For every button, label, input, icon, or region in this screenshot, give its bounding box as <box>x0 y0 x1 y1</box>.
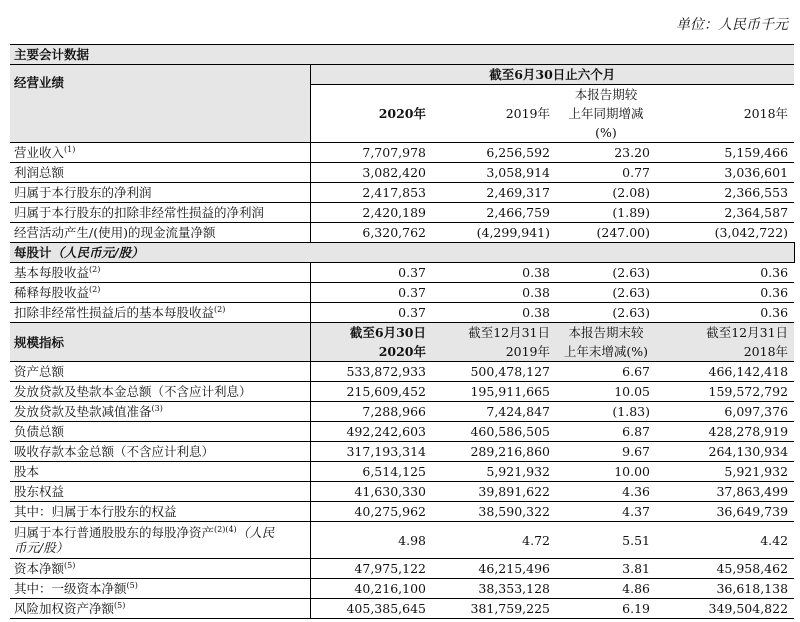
value-cell: 5,159,466 <box>656 143 794 163</box>
scale-row <box>10 442 794 462</box>
scale-row-label <box>10 502 310 522</box>
value-cell: 5.51 <box>556 522 656 559</box>
scale-row-label-text: 其中：归属于本行股东的权益 <box>14 504 177 519</box>
scale-row-label-text: 股本 <box>14 464 40 479</box>
value-cell: 4.36 <box>556 482 656 502</box>
value-cell: 0.37 <box>310 303 432 323</box>
value-cell: 289,216,860 <box>432 442 556 462</box>
value-cell: (4,299,941) <box>432 223 556 243</box>
value-cell: 0.36 <box>656 303 794 323</box>
ops-row-label <box>10 183 310 203</box>
value-cell: 0.77 <box>556 163 656 183</box>
value-cell: (2.08) <box>556 183 656 203</box>
value-cell: 3,082,420 <box>310 163 432 183</box>
footnote-ref: (5) <box>126 580 138 590</box>
col-2018: 2018年 <box>743 106 789 121</box>
scale-row <box>10 362 794 382</box>
ops-title: 经营业绩 <box>10 65 310 143</box>
value-cell: 41,630,330 <box>310 482 432 502</box>
value-cell: 40,275,962 <box>310 502 432 522</box>
scale-row-label-text: 股东权益 <box>14 484 65 499</box>
eps-title: 每股计 <box>14 245 52 260</box>
eps-row <box>10 283 794 303</box>
scale-row <box>10 402 794 422</box>
unit-label: 单位：人民币千元 <box>676 17 788 33</box>
footnote-ref: (2) <box>214 304 226 314</box>
ops-row-label <box>10 223 310 243</box>
value-cell: 4.98 <box>310 522 432 559</box>
value-cell: 6.67 <box>556 362 656 382</box>
value-cell: 381,759,225 <box>432 599 556 619</box>
ops-row <box>10 163 794 183</box>
scale-row-label-text: 负债总额 <box>14 424 65 439</box>
value-cell: 38,590,322 <box>432 502 556 522</box>
value-cell: 264,130,934 <box>656 442 794 462</box>
value-cell: 5,921,932 <box>432 462 556 482</box>
value-cell: 215,609,452 <box>310 382 432 402</box>
value-cell: 7,424,847 <box>432 402 556 422</box>
scale-col-header: 本报告期末较 <box>556 323 656 343</box>
scale-row <box>10 422 794 442</box>
value-cell: 2,466,759 <box>432 203 556 223</box>
col-2020: 2020年 <box>310 104 432 123</box>
scale-row-label-text: 发放贷款及垫款本金总额（不含应计利息） <box>14 384 252 399</box>
scale-col-header: 上年末增减(%) <box>556 342 656 362</box>
nav-label-text: 归属于本行普通股股东的每股净资产 <box>14 525 215 540</box>
scale-col-header: 2019年 <box>432 342 556 362</box>
value-cell: 5,921,932 <box>656 462 794 482</box>
scale-row-label <box>10 442 310 462</box>
value-cell: 4.42 <box>656 522 794 559</box>
value-cell: 2,417,853 <box>310 183 432 203</box>
scale-row <box>10 382 794 402</box>
value-cell: 0.36 <box>656 283 794 303</box>
value-cell: 317,193,314 <box>310 442 432 462</box>
scale-row-label <box>10 482 310 502</box>
capital-row <box>10 579 794 599</box>
capital-row-label-text: 风险加权资产净额 <box>14 601 115 616</box>
scale-row-label-text: 资产总额 <box>14 364 65 379</box>
eps-row <box>10 263 794 283</box>
eps-unit: （人民币元/股） <box>51 245 144 260</box>
ops-row-label <box>10 203 310 223</box>
value-cell: (3,042,722) <box>656 223 794 243</box>
nav-per-share-label <box>10 522 310 559</box>
capital-row-label <box>10 579 310 599</box>
value-cell: 6,514,125 <box>310 462 432 482</box>
nav-unit-1: （人民 <box>236 525 275 540</box>
value-cell: 2,469,317 <box>432 183 556 203</box>
value-cell: 23.20 <box>556 143 656 163</box>
capital-row <box>10 559 794 579</box>
eps-row-label <box>10 283 310 303</box>
scale-col-header: 2018年 <box>656 342 794 362</box>
value-cell: (2.63) <box>556 303 656 323</box>
value-cell: 7,288,966 <box>310 402 432 422</box>
value-cell: 40,216,100 <box>310 579 432 599</box>
value-cell: 6,097,376 <box>656 402 794 422</box>
ops-row-label-text: 营业收入 <box>14 145 65 160</box>
nav-per-share-row <box>10 522 794 559</box>
footnote-ref: (2)(4) <box>214 524 237 534</box>
period-header: 截至6月30日止六个月 <box>310 65 794 85</box>
scale-row-label <box>10 462 310 482</box>
ops-row-label-text: 经营活动产生/(使用)的现金流量净额 <box>14 225 216 240</box>
nav-unit-2: 币元/股） <box>14 540 69 555</box>
section-title: 主要会计数据 <box>10 45 794 65</box>
ops-row-label <box>10 163 310 183</box>
key-accounting-data-table <box>10 44 795 619</box>
value-cell: 500,478,127 <box>432 362 556 382</box>
value-cell: 2,420,189 <box>310 203 432 223</box>
ops-row <box>10 143 794 163</box>
col-change-3: (%) <box>556 123 656 143</box>
value-cell: 2,364,587 <box>656 203 794 223</box>
value-cell: 10.05 <box>556 382 656 402</box>
scale-title: 规模指标 <box>10 323 310 362</box>
value-cell: (1.89) <box>556 203 656 223</box>
ops-row-label-text: 归属于本行股东的净利润 <box>14 185 152 200</box>
value-cell: 2,366,553 <box>656 183 794 203</box>
scale-row <box>10 462 794 482</box>
eps-row-label <box>10 303 310 323</box>
value-cell: 3,036,601 <box>656 163 794 183</box>
value-cell: 6.19 <box>556 599 656 619</box>
col-change-1: 本报告期较 <box>556 85 656 105</box>
capital-row-label-text: 其中：一级资本净额 <box>14 581 127 596</box>
value-cell: 428,278,919 <box>656 422 794 442</box>
value-cell: 6,320,762 <box>310 223 432 243</box>
value-cell: 0.37 <box>310 263 432 283</box>
col-2019: 2019年 <box>505 106 550 121</box>
capital-row <box>10 599 794 619</box>
ops-row <box>10 203 794 223</box>
value-cell: 46,215,496 <box>432 559 556 579</box>
ops-row-label-text: 归属于本行股东的扣除非经常性损益的净利润 <box>14 205 265 220</box>
scale-col-header: 截至12月31日 <box>656 323 794 343</box>
scale-row-label <box>10 422 310 442</box>
footnote-ref: (3) <box>151 403 163 413</box>
col-change-2: 上年同期增减 <box>568 106 644 121</box>
footnote-ref: (5) <box>64 560 76 570</box>
value-cell: (247.00) <box>556 223 656 243</box>
scale-row-label <box>10 362 310 382</box>
value-cell: 195,911,665 <box>432 382 556 402</box>
footnote-ref: (1) <box>64 144 76 154</box>
value-cell: 38,353,128 <box>432 579 556 599</box>
footnote-ref: (2) <box>89 264 101 274</box>
value-cell: 466,142,418 <box>656 362 794 382</box>
scale-row-label <box>10 402 310 422</box>
value-cell: 159,572,792 <box>656 382 794 402</box>
eps-section-header <box>10 243 794 263</box>
value-cell: 0.38 <box>432 263 556 283</box>
value-cell: 492,242,603 <box>310 422 432 442</box>
value-cell: 0.37 <box>310 283 432 303</box>
value-cell: 36,649,739 <box>656 502 794 522</box>
scale-row-label <box>10 382 310 402</box>
ops-row-label-text: 利润总额 <box>14 165 65 180</box>
scale-col-header: 截至12月31日 <box>432 323 556 343</box>
value-cell: 36,618,138 <box>656 579 794 599</box>
ops-row <box>10 183 794 203</box>
eps-row-label-text: 扣除非经常性损益后的基本每股收益 <box>14 305 215 320</box>
value-cell: 0.38 <box>432 283 556 303</box>
value-cell: 460,586,505 <box>432 422 556 442</box>
scale-row-label-text: 发放贷款及垫款减值准备 <box>14 404 152 419</box>
ops-row-label <box>10 143 310 163</box>
value-cell: 533,872,933 <box>310 362 432 382</box>
scale-row <box>10 502 794 522</box>
footnote-ref: (2) <box>89 284 101 294</box>
footnote-ref: (5) <box>114 600 126 610</box>
value-cell: 349,504,822 <box>656 599 794 619</box>
value-cell: (1.83) <box>556 402 656 422</box>
value-cell: (2.63) <box>556 263 656 283</box>
capital-row-label <box>10 559 310 579</box>
value-cell: 10.00 <box>556 462 656 482</box>
value-cell: 39,891,622 <box>432 482 556 502</box>
scale-row <box>10 482 794 502</box>
value-cell: 0.36 <box>656 263 794 283</box>
value-cell: 3,058,914 <box>432 163 556 183</box>
eps-row-label-text: 稀释每股收益 <box>14 285 90 300</box>
value-cell: 4.72 <box>432 522 556 559</box>
value-cell: 3.81 <box>556 559 656 579</box>
scale-col-header: 截至6月30日 <box>310 323 432 343</box>
value-cell: 47,975,122 <box>310 559 432 579</box>
ops-row <box>10 223 794 243</box>
capital-row-label-text: 资本净额 <box>14 561 65 576</box>
value-cell: 6,256,592 <box>432 143 556 163</box>
value-cell: 0.38 <box>432 303 556 323</box>
eps-row-label <box>10 263 310 283</box>
value-cell: (2.63) <box>556 283 656 303</box>
value-cell: 9.67 <box>556 442 656 462</box>
eps-row <box>10 303 794 323</box>
value-cell: 405,385,645 <box>310 599 432 619</box>
value-cell: 37,863,499 <box>656 482 794 502</box>
capital-row-label <box>10 599 310 619</box>
value-cell: 4.37 <box>556 502 656 522</box>
scale-col-header: 2020年 <box>310 342 432 362</box>
value-cell: 4.86 <box>556 579 656 599</box>
value-cell: 7,707,978 <box>310 143 432 163</box>
value-cell: 45,958,462 <box>656 559 794 579</box>
scale-row-label-text: 吸收存款本金总额（不含应计利息） <box>14 444 215 459</box>
value-cell: 6.87 <box>556 422 656 442</box>
eps-row-label-text: 基本每股收益 <box>14 265 90 280</box>
